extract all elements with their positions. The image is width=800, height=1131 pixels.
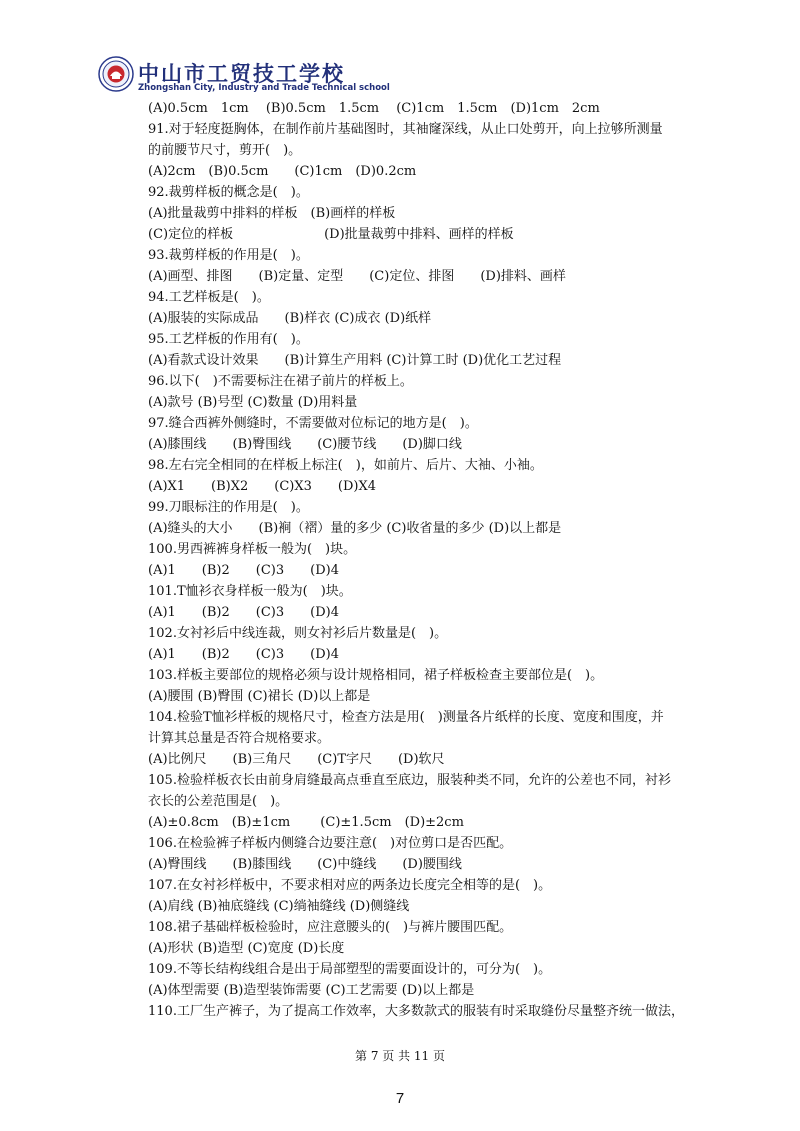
- school-name: 中山市工贸技工学校: [138, 62, 345, 86]
- text-line: 100.男西裤裤身样板一般为( )块。: [148, 542, 357, 557]
- text-line: 109.不等长结构线组合是出于局部塑型的需要面设计的，可分为( )。: [148, 962, 552, 977]
- text-line: 91.对于轻度挺胸体，在制作前片基础图时，其袖窿深线，从止口处剪开，向上拉够所测量: [148, 122, 663, 137]
- text-line: 96.以下( )不需要标注在裙子前片的样板上。: [148, 374, 413, 389]
- text-line: 衣长的公差范围是( )。: [148, 794, 289, 809]
- text-line: (A)画型、排图 (B)定量、定型 (C)定位、排图 (D)排料、画样: [148, 269, 566, 284]
- text-line: 101.T恤衫衣身样板一般为( )块。: [148, 584, 352, 599]
- text-line: 97.缝合西裤外侧缝时，不需要做对位标记的地方是( )。: [148, 416, 478, 431]
- text-line: 93.裁剪样板的作用是( )。: [148, 248, 309, 263]
- text-line: (A)1 (B)2 (C)3 (D)4: [148, 605, 339, 620]
- text-line: (C)定位的样板 (D)批量裁剪中排料、画样的样板: [148, 227, 514, 242]
- text-line: 92.裁剪样板的概念是( )。: [148, 185, 309, 200]
- school-logo-icon: [98, 56, 134, 92]
- text-line: 108.裙子基础样板检验时，应注意腰头的( )与裤片腰围匹配。: [148, 920, 513, 935]
- text-line: 107.在女衬衫样板中，不要求相对应的两条边长度完全相等的是( )。: [148, 878, 552, 893]
- text-line: 110.工厂生产裤子，为了提高工作效率，大多数款式的服装有时采取缝份尽量整齐统一做法，: [148, 1004, 684, 1019]
- text-line: (A)缝头的大小 (B)裥（褶）量的多少 (C)收省量的多少 (D)以上都是: [148, 521, 562, 536]
- text-line: (A)1 (B)2 (C)3 (D)4: [148, 563, 339, 578]
- text-line: (A)1 (B)2 (C)3 (D)4: [148, 647, 339, 662]
- text-line: (A)批量裁剪中排料的样板 (B)画样的样板: [148, 206, 396, 221]
- text-line: (A)X1 (B)X2 (C)X3 (D)X4: [148, 479, 376, 494]
- text-line: (A)±0.8cm (B)±1cm (C)±1.5cm (D)±2cm: [148, 815, 464, 830]
- page-footer: 第 7 页 共 11 页: [355, 1049, 445, 1063]
- text-line: (A)2cm (B)0.5cm (C)1cm (D)0.2cm: [148, 164, 417, 179]
- text-line: (A)款号 (B)号型 (C)数量 (D)用料量: [148, 395, 358, 410]
- text-line: (A)体型需要 (B)造型装饰需要 (C)工艺需要 (D)以上都是: [148, 983, 475, 998]
- text-line: 99.刀眼标注的作用是( )。: [148, 500, 309, 515]
- text-line: (A)服装的实际成品 (B)样衣 (C)成衣 (D)纸样: [148, 311, 432, 326]
- text-line: (A)比例尺 (B)三角尺 (C)T字尺 (D)软尺: [148, 752, 445, 767]
- text-line: 94.工艺样板是( )。: [148, 290, 270, 305]
- text-line: 104.检验T恤衫样板的规格尺寸，检查方法是用( )测量各片纸样的长度、宽度和围度，并: [148, 710, 664, 725]
- text-line: (A)肩线 (B)袖底缝线 (C)绱袖缝线 (D)侧缝线: [148, 899, 410, 914]
- text-line: 103.样板主要部位的规格必须与设计规格相同，裙子样板检查主要部位是( )。: [148, 668, 604, 683]
- text-line: 106.在检验裤子样板内侧缝合边要注意( )对位剪口是否匹配。: [148, 836, 513, 851]
- text-line: 计算其总量是否符合规格要求。: [148, 731, 331, 746]
- school-name-en: Zhongshan City, Industry and Trade Technical school: [138, 83, 390, 93]
- page-number: 7: [395, 1090, 405, 1107]
- text-line: 105.检验样板衣长由前身肩缝最高点垂直至底边，服装种类不同，允许的公差也不同，衬衫: [148, 773, 671, 788]
- text-line: (A)膝围线 (B)臀围线 (C)腰节线 (D)脚口线: [148, 437, 462, 452]
- text-line: 95.工艺样板的作用有( )。: [148, 332, 309, 347]
- text-line: 的前腰节尺寸，剪开( )。: [148, 143, 302, 158]
- text-line: 98.左右完全相同的在样板上标注( )，如前片、后片、大袖、小袖。: [148, 458, 543, 473]
- text-line: (A)腰围 (B)臀围 (C)裙长 (D)以上都是: [148, 689, 371, 704]
- text-line: (A)形状 (B)造型 (C)宽度 (D)长度: [148, 941, 345, 956]
- text-line: (A)臀围线 (B)膝围线 (C)中缝线 (D)腰围线: [148, 857, 462, 872]
- text-line: (A)看款式设计效果 (B)计算生产用料 (C)计算工时 (D)优化工艺过程: [148, 353, 562, 368]
- text-line: (A)0.5cm 1cm (B)0.5cm 1.5cm (C)1cm 1.5cm (D)1cm 2cm: [148, 101, 600, 116]
- text-line: 102.女衬衫后中线连裁，则女衬衫后片数量是( )。: [148, 626, 448, 641]
- exam-content: [148, 98, 708, 1022]
